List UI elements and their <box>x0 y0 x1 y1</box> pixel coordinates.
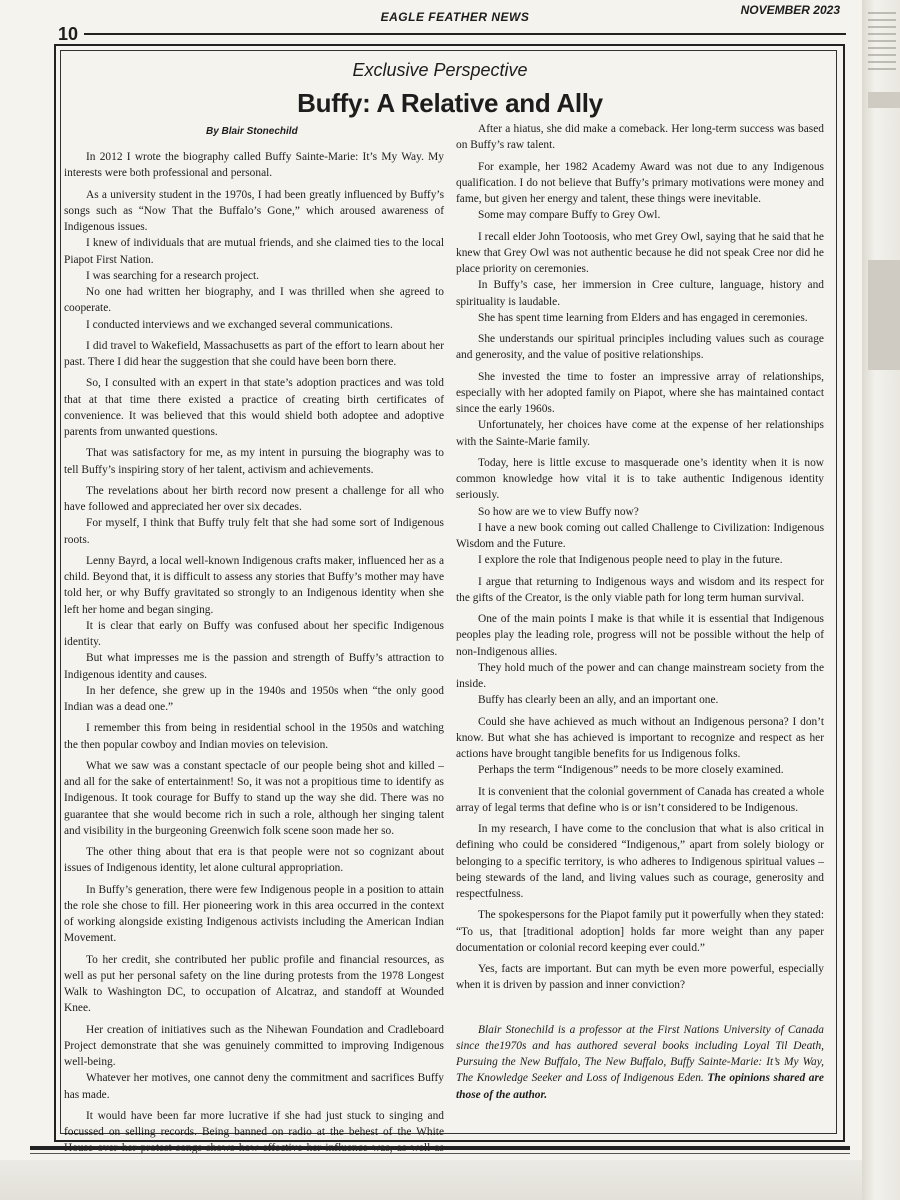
publication-name: EAGLE FEATHER NEWS <box>380 10 530 24</box>
article-paragraph: Could she have achieved as much without an Indigenous persona? I don’t know. But what she has achieved is important to recognize and respect as her actions have brought tangible benefits for us Indigenous folks. <box>456 715 824 760</box>
article-paragraph: As a university student in the 1970s, I had been greatly influenced by Buffy’s songs such as “Now That the Buffalo’s Gone,” which aroused awareness of Indigenous issues. <box>64 188 444 233</box>
article-paragraph: What we saw was a constant spectacle of our people being shot and killed – and all for the sake of entertainment! So, it was not a propitious time to identify as Indigenous. It took courage for Buffy to stand up the way she did. There was no guarantee that she would become rich in such a role, although her singing talent and visibility in the burgeoning Greenwich folk scene soon made her so. <box>64 759 444 837</box>
article-headline: Buffy: A Relative and Ally <box>297 88 603 118</box>
article-paragraph: They hold much of the power and can change mainstream society from the inside. <box>456 661 824 690</box>
article-paragraph: Yes, facts are important. But can myth be even more powerful, especially when it is driven by passion and inner conviction? <box>456 963 824 992</box>
article-byline: By Blair Stonechild <box>206 126 298 137</box>
opinion-disclaimer: The opinions shared are those of the author. <box>456 1072 824 1101</box>
article-paragraph: I argue that returning to Indigenous ways and wisdom and its respect for the gifts of the Creator, is the only viable path for long term human survival. <box>456 575 824 604</box>
bottom-rule <box>30 1146 850 1150</box>
article-paragraph: The spokespersons for the Piapot family put it powerfully when they stated: “To us, that [traditional adoption] holds far more weight than any paper documentation or colonial record keeping ever could.” <box>456 909 824 954</box>
bottom-rule-thin <box>30 1153 850 1154</box>
article-paragraph: Her creation of initiatives such as the Nihewan Foundation and Cradleboard Project demonstrate that she was genuinely committed to improving Indigenous well-being. <box>64 1023 444 1068</box>
article-paragraph: I have a new book coming out called Challenge to Civilization: Indigenous Wisdom and the Future. <box>456 521 824 550</box>
adjacent-page-block <box>868 260 900 370</box>
article-paragraph: I recall elder John Tootoosis, who met Grey Owl, saying that he said that he knew that Grey Owl was not authentic because he did not speak Cree nor did he place priority on ceremonies. <box>456 230 824 275</box>
header-rule <box>84 33 846 35</box>
author-bio-text: Blair Stonechild is a professor at the First Nations University of Canada since the1970s and has authored several books including Loyal Til Death, Pursuing the New Buffalo, The New Buffalo, Buffy Sainte-Marie: It’s My Way, The Knowledge Seeker and Loss of Indigenous Eden. <box>456 1023 824 1085</box>
article-paragraph: Buffy has clearly been an ally, and an important one. <box>478 694 719 707</box>
author-bio <box>456 1022 824 1103</box>
article-paragraph: Perhaps the term “Indigenous” needs to be more closely examined. <box>478 764 784 777</box>
adjacent-page-block <box>868 92 900 108</box>
article-column-right <box>456 121 824 1101</box>
article-column-left <box>64 149 444 1138</box>
adjacent-page-text <box>868 10 896 70</box>
article-kicker: Exclusive Perspective <box>352 60 528 80</box>
article-paragraph: I did travel to Wakefield, Massachusetts as part of the effort to learn about her past. There I did hear the suggestion that she could have been born there. <box>64 339 444 368</box>
article-paragraph: I was searching for a research project. <box>86 269 259 282</box>
article-paragraph: I explore the role that Indigenous people need to play in the future. <box>478 554 783 567</box>
page-bottom-margin <box>0 1160 862 1200</box>
article-paragraph: In my research, I have come to the conclusion that what is also critical in defining who could be considered “Indigenous,” apart from solely biology or belonging to a specific territory, is who adheres to Indigenous spiritual values – being stewards of the land, and living values such as courage, generosity and respectfulness. <box>456 823 824 900</box>
article-paragraph: She invested the time to foster an impressive array of relationships, especially with her adopted family on Piapot, where she has maintained contact since the early 1960s. <box>456 370 824 415</box>
article-paragraph: It is clear that early on Buffy was confused about her specific Indigenous identity. <box>64 619 444 648</box>
article-paragraph: Today, here is little excuse to masquerade one’s identity when it is now common knowledge how vital it is to take authentic Indigenous identity seriously. <box>456 456 824 502</box>
article-paragraph: It would have been far more lucrative if she had just stuck to singing and focussed on selling records. Being banned on radio at the behest of the White <box>64 1109 444 1138</box>
article-paragraph: In 2012 I wrote the biography called Buffy Sainte-Marie: It’s My Way. My interests were both professional and personal. <box>64 151 444 180</box>
masthead <box>0 0 862 46</box>
adjacent-page-edge <box>862 0 900 1200</box>
article-paragraph: Lenny Bayrd, a local well-known Indigenous crafts maker, influenced her as a child. Beyond that, it is difficult to assess any stories that Buffy’s mother may have told her, or why Buffy gravitated so strongly to an Indigenous identity when she left her home and began singing. <box>64 554 444 616</box>
article-paragraph: I knew of individuals that are mutual friends, and she claimed ties to the local Piapot First Nation. <box>64 237 444 266</box>
article-paragraph: After a hiatus, she did make a comeback. Her long-term success was based on Buffy’s raw talent. <box>456 123 824 152</box>
article-paragraph: To her credit, she contributed her public profile and financial resources, as well as put her personal safety on the line during protests from the 1978 Longest Walk to Washington DC, to occupation of Alcatraz, and standoff at Wounded Knee. <box>64 953 444 1015</box>
article-paragraph: She has spent time learning from Elders and has engaged in ceremonies. <box>478 311 808 324</box>
article-paragraph: In Buffy’s generation, there were few Indigenous people in a position to attain the role she chose to fill. Her pioneering work in this area occurred in the context of working alongside existing Indigenous activists including the American Indian Movement. <box>64 883 444 945</box>
article-paragraph: The revelations about her birth record now present a challenge for all who have followed and appreciated her over six decades. <box>64 484 444 513</box>
article-paragraph: That was satisfactory for me, as my intent in pursuing the biography was to tell Buffy’s inspiring story of her talent, activism and achievements. <box>64 447 444 476</box>
article-paragraph: Some may compare Buffy to Grey Owl. <box>478 209 661 222</box>
page-number: 10 <box>58 24 79 44</box>
article-paragraph: No one had written her biography, and I was thrilled when she agreed to cooperate. <box>64 286 444 315</box>
article-paragraph: The other thing about that era is that people were not so cognizant about issues of Indigenous identity, let alone cultural appropriation. <box>64 846 444 875</box>
article-paragraph: In Buffy’s case, her immersion in Cree culture, language, history and spirituality is laudable. <box>456 279 824 308</box>
article-paragraph: One of the main points I make is that while it is essential that Indigenous peoples play the leading role, progress will not be possible without the help of non-Indigenous allies. <box>456 613 824 658</box>
article-paragraph: I remember this from being in residential school in the 1950s and watching the then popular cowboy and Indian movies on television. <box>64 722 444 751</box>
article-paragraph: I conducted interviews and we exchanged several communications. <box>86 318 393 331</box>
article-paragraph: So, I consulted with an expert in that state’s adoption practices and was told that at that time there existed a practice of creating birth certificates of convenience. It was believed that this would shield both adoptee and adoptive parents from unwanted questions. <box>64 377 444 438</box>
article-paragraph: But what impresses me is the passion and strength of Buffy’s attraction to Indigenous identity and causes. <box>64 652 444 681</box>
article-paragraph: In her defence, she grew up in the 1940s and 1950s when “the only good Indian was a dead one.” <box>64 684 444 713</box>
article-paragraph: So how are we to view Buffy now? <box>478 505 639 518</box>
article-paragraph: For example, her 1982 Academy Award was not due to any Indigenous qualification. I do not believe that Buffy’s primary motivations were money and fame, but given her energy and talent, these things were inevitable. <box>456 160 824 205</box>
article-paragraph: It is convenient that the colonial government of Canada has created a whole array of legal terms that define who is or isn’t considered to be Indigenous. <box>456 785 824 814</box>
article-paragraph: Whatever her motives, one cannot deny the commitment and sacrifices Buffy has made. <box>64 1072 444 1101</box>
article-paragraph: For myself, I think that Buffy truly felt that she had some sort of Indigenous roots. <box>64 517 444 546</box>
article-paragraph: She understands our spiritual principles including values such as courage and generosity, and the value of positive relationships. <box>456 333 824 362</box>
issue-date: NOVEMBER 2023 <box>740 3 840 17</box>
article-paragraph: Unfortunately, her choices have come at the expense of her relationships with the Sainte-Marie family. <box>456 419 824 448</box>
